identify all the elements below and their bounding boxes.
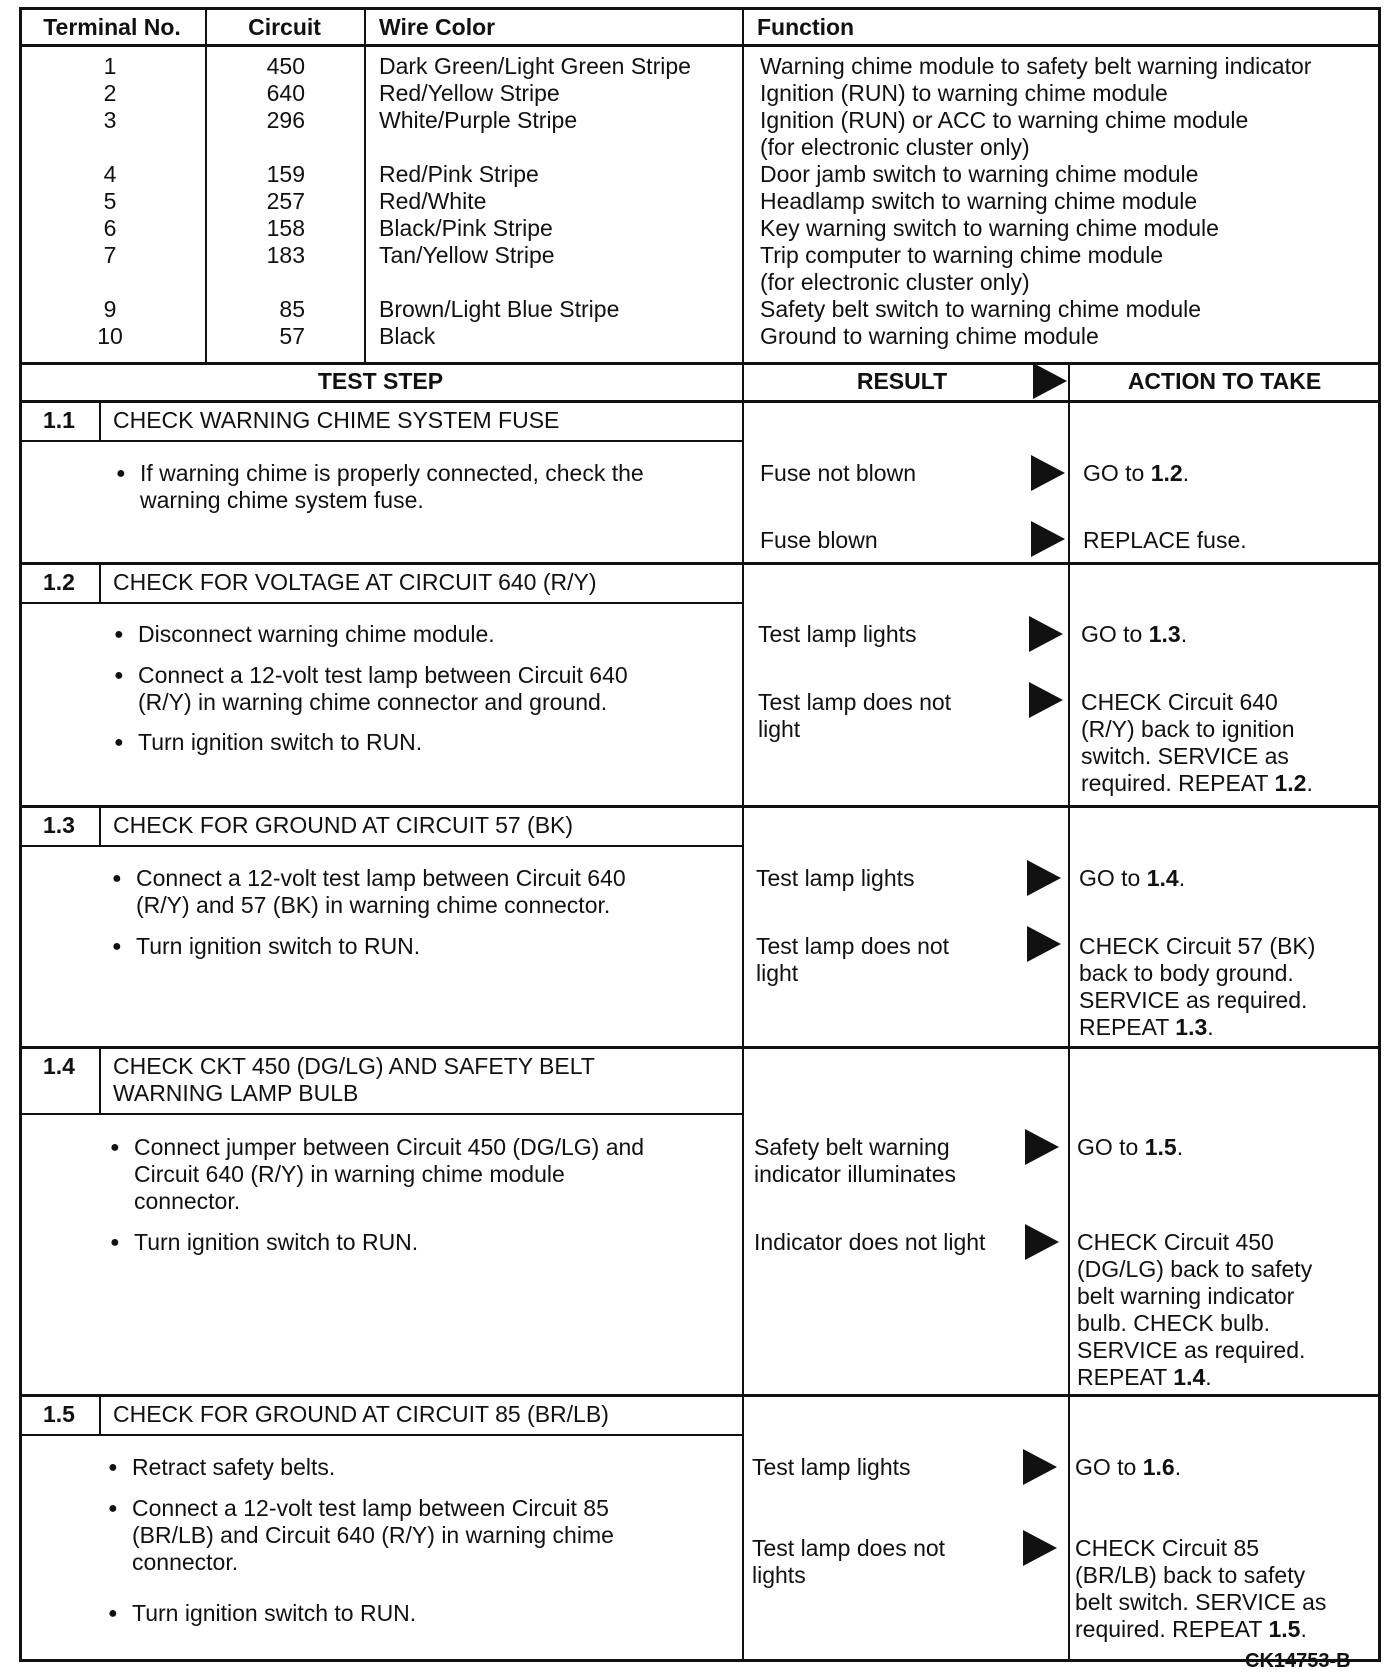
circuit-cell: 57 (279, 323, 305, 349)
result-arrow-icon (1031, 521, 1065, 557)
wire-color-cell: White/Purple Stripe (379, 107, 578, 133)
action-text-part: . (1178, 865, 1186, 891)
header-arrow-icon (1033, 363, 1067, 399)
step-number-divider (99, 400, 101, 440)
result-text: Test lamp does not (756, 933, 950, 959)
bullet-item: ● Turn ignition switch to RUN. (132, 1600, 416, 1627)
step-divider (19, 1394, 1381, 1397)
action-text-part: GO to (1077, 1134, 1145, 1160)
wire-color-cell: Tan/Yellow Stripe (379, 242, 555, 268)
function-cell: Warning chime module to safety belt warning indicator (760, 53, 1312, 79)
result-text: Fuse not blown (760, 460, 916, 486)
action-text: switch. SERVICE as (1081, 743, 1289, 769)
action-text: REPLACE fuse. (1083, 527, 1247, 553)
action-text (1075, 1454, 1181, 1481)
action-text-part: . (1207, 1014, 1214, 1040)
action-text-part: GO to (1075, 1454, 1143, 1480)
result-text: Fuse blown (760, 527, 878, 553)
action-text: belt switch. SERVICE as (1075, 1589, 1327, 1615)
bullet-item: ● Connect a 12-volt test lamp between Circuit 85 (132, 1495, 609, 1522)
action-text-part: GO to (1083, 460, 1151, 486)
function-cell: Trip computer to warning chime module (760, 242, 1164, 268)
step-number-divider (99, 1046, 101, 1113)
step-title-cont: WARNING LAMP BULB (113, 1080, 359, 1106)
bullet-item: ● Connect jumper between Circuit 450 (DG/LG) and (134, 1134, 644, 1161)
result-text: Test lamp does not (758, 689, 952, 715)
step-number-divider (99, 562, 101, 602)
action-step-ref: 1.5 (1268, 1616, 1301, 1642)
action-text: (DG/LG) back to safety (1077, 1256, 1313, 1282)
bullet-item: ● Connect a 12-volt test lamp between Circuit 640 (138, 662, 628, 689)
action-text (1081, 621, 1187, 648)
result-text: Test lamp lights (752, 1454, 911, 1480)
action-step-ref: 1.5 (1144, 1134, 1177, 1160)
bullet-item-cont: connector. (134, 1188, 241, 1214)
test-header-divider (19, 400, 1381, 403)
function-cell: Safety belt switch to warning chime module (760, 296, 1202, 322)
result-text: Indicator does not light (754, 1229, 986, 1255)
action-text: CHECK Circuit 640 (1081, 689, 1278, 715)
result-arrow-icon (1029, 682, 1063, 718)
circuit-cell: 450 (266, 53, 305, 79)
action-step-ref: 1.2 (1274, 770, 1307, 796)
step-title: CHECK CKT 450 (DG/LG) AND SAFETY BELT (113, 1053, 595, 1079)
step-title: CHECK FOR VOLTAGE AT CIRCUIT 640 (R/Y) (113, 569, 597, 595)
action-text (1079, 1014, 1214, 1041)
result-arrow-icon (1027, 926, 1061, 962)
action-text (1079, 865, 1185, 892)
bullet-item: ● Turn ignition switch to RUN. (134, 1229, 418, 1256)
header-function: Function (757, 14, 855, 40)
action-text-part: GO to (1081, 621, 1149, 647)
step-title-underline (19, 845, 742, 847)
action-text: SERVICE as required. (1077, 1337, 1306, 1363)
wire-color-cell: Red/White (379, 188, 487, 214)
header-action: ACTION TO TAKE (1127, 368, 1322, 394)
terminal-cell: 2 (103, 80, 117, 106)
action-step-ref: 1.3 (1148, 621, 1181, 647)
circuit-cell: 158 (266, 215, 305, 241)
wire-color-cell: Brown/Light Blue Stripe (379, 296, 620, 322)
bullet-item: ● Turn ignition switch to RUN. (138, 729, 422, 756)
bullet-item: ● Retract safety belts. (132, 1454, 335, 1481)
terminal-cell: 6 (103, 215, 117, 241)
connector-header-divider (19, 44, 1381, 47)
result-arrow-icon (1029, 616, 1063, 652)
action-text: belt warning indicator (1077, 1283, 1295, 1309)
action-text-part: GO to (1079, 865, 1147, 891)
result-arrow-icon (1031, 455, 1065, 491)
function-cell: Ignition (RUN) or ACC to warning chime module (760, 107, 1249, 133)
action-text-part: . (1174, 1454, 1182, 1480)
function-cell: Headlamp switch to warning chime module (760, 188, 1198, 214)
result-text: Safety belt warning (754, 1134, 950, 1160)
header-circuit: Circuit (248, 14, 321, 40)
col-divider (742, 7, 744, 365)
circuit-cell: 257 (266, 188, 305, 214)
action-text-part: REPEAT (1077, 1364, 1174, 1390)
wire-color-cell: Black/Pink Stripe (379, 215, 553, 241)
header-terminal: Terminal No. (43, 14, 181, 40)
terminal-cell: 3 (103, 107, 117, 133)
action-step-ref: 1.3 (1175, 1014, 1208, 1040)
bullet-item-cont: (R/Y) in warning chime connector and ground. (138, 689, 608, 715)
action-text-part: REPEAT (1079, 1014, 1176, 1040)
function-cell: Door jamb switch to warning chime module (760, 161, 1199, 187)
action-text: (BR/LB) back to safety (1075, 1562, 1306, 1588)
function-cell: Ignition (RUN) to warning chime module (760, 80, 1168, 106)
terminal-cell: 1 (103, 53, 117, 79)
action-text (1081, 770, 1313, 797)
action-text: back to body ground. (1079, 960, 1294, 986)
step-divider (19, 1046, 1381, 1049)
header-result: RESULT (856, 368, 948, 394)
action-text-part: . (1300, 1616, 1307, 1642)
bullet-item-cont: (R/Y) and 57 (BK) in warning chime connector. (136, 892, 611, 918)
result-text: light (756, 960, 799, 986)
bullet-item-cont: Circuit 640 (R/Y) in warning chime module (134, 1161, 565, 1187)
result-text: Test lamp lights (756, 865, 915, 891)
action-step-ref: 1.4 (1146, 865, 1179, 891)
function-cell-cont: (for electronic cluster only) (760, 269, 1030, 295)
wire-color-cell: Black (379, 323, 436, 349)
function-cell-cont: (for electronic cluster only) (760, 134, 1030, 160)
result-text: Test lamp lights (758, 621, 917, 647)
result-arrow-icon (1025, 1224, 1059, 1260)
action-text: CHECK Circuit 450 (1077, 1229, 1274, 1255)
bullet-item: ● If warning chime is properly connected, check the (140, 460, 644, 487)
result-col-divider (742, 362, 744, 1662)
action-text-part: . (1306, 770, 1313, 796)
bullet-item-cont: (BR/LB) and Circuit 640 (R/Y) in warning chime (132, 1522, 614, 1548)
circuit-cell: 296 (266, 107, 305, 133)
step-title: CHECK FOR GROUND AT CIRCUIT 57 (BK) (113, 812, 574, 838)
action-text (1075, 1616, 1307, 1643)
circuit-cell: 640 (266, 80, 305, 106)
col-divider (364, 7, 366, 365)
result-text: Test lamp does not (752, 1535, 946, 1561)
function-cell: Key warning switch to warning chime module (760, 215, 1219, 241)
step-title-underline (19, 440, 742, 442)
action-text: SERVICE as required. (1079, 987, 1308, 1013)
action-text-part: . (1180, 621, 1188, 647)
action-text-part: . (1176, 1134, 1184, 1160)
step-number: 1.4 (43, 1053, 75, 1079)
step-title-underline (19, 1434, 742, 1436)
action-text: CHECK Circuit 85 (1075, 1535, 1260, 1561)
terminal-cell: 4 (103, 161, 117, 187)
header-wire-color: Wire Color (379, 14, 496, 40)
action-text: bulb. CHECK bulb. (1077, 1310, 1271, 1336)
step-number-divider (99, 1394, 101, 1434)
terminal-cell: 7 (103, 242, 117, 268)
function-cell: Ground to warning chime module (760, 323, 1099, 349)
wire-color-cell: Red/Pink Stripe (379, 161, 539, 187)
bullet-item-cont: warning chime system fuse. (140, 487, 424, 513)
circuit-cell: 159 (266, 161, 305, 187)
result-text: indicator illuminates (754, 1161, 956, 1187)
action-text (1077, 1134, 1183, 1161)
result-text: lights (752, 1562, 806, 1588)
action-text-part: . (1205, 1364, 1212, 1390)
action-step-ref: 1.6 (1142, 1454, 1175, 1480)
wire-color-cell: Red/Yellow Stripe (379, 80, 560, 106)
action-step-ref: 1.4 (1173, 1364, 1206, 1390)
step-divider (19, 562, 1381, 565)
step-number: 1.5 (43, 1401, 75, 1427)
result-arrow-icon (1025, 1129, 1059, 1165)
action-text-part: required. REPEAT (1075, 1616, 1269, 1642)
circuit-cell: 85 (279, 296, 305, 322)
step-title: CHECK FOR GROUND AT CIRCUIT 85 (BR/LB) (113, 1401, 609, 1427)
result-text: light (758, 716, 801, 742)
step-title: CHECK WARNING CHIME SYSTEM FUSE (113, 407, 560, 433)
action-text: CHECK Circuit 57 (BK) (1079, 933, 1316, 959)
action-col-divider (1068, 362, 1070, 1662)
circuit-cell: 183 (266, 242, 305, 268)
terminal-cell: 10 (97, 323, 123, 349)
result-arrow-icon (1023, 1449, 1057, 1485)
action-text-part: required. REPEAT (1081, 770, 1275, 796)
result-arrow-icon (1027, 860, 1061, 896)
step-number-divider (99, 805, 101, 845)
step-number: 1.3 (43, 812, 75, 838)
action-text: (R/Y) back to ignition (1081, 716, 1295, 742)
action-text (1083, 460, 1189, 487)
bullet-item: ● Turn ignition switch to RUN. (136, 933, 420, 960)
step-title-underline (19, 1113, 742, 1115)
figure-code: CK14753-B (1245, 1650, 1351, 1672)
step-divider (19, 805, 1381, 808)
bullet-item: ● Disconnect warning chime module. (138, 621, 495, 648)
step-number: 1.1 (43, 407, 75, 433)
bullet-item-cont: connector. (132, 1549, 239, 1575)
bullet-item: ● Connect a 12-volt test lamp between Circuit 640 (136, 865, 626, 892)
terminal-cell: 5 (103, 188, 117, 214)
terminal-cell: 9 (103, 296, 117, 322)
action-text-part: . (1182, 460, 1190, 486)
action-step-ref: 1.2 (1150, 460, 1183, 486)
wire-color-cell: Dark Green/Light Green Stripe (379, 53, 691, 79)
step-title-underline (19, 602, 742, 604)
step-number: 1.2 (43, 569, 75, 595)
action-text (1077, 1364, 1212, 1391)
header-test-step: TEST STEP (317, 368, 444, 394)
result-arrow-icon (1023, 1530, 1057, 1566)
